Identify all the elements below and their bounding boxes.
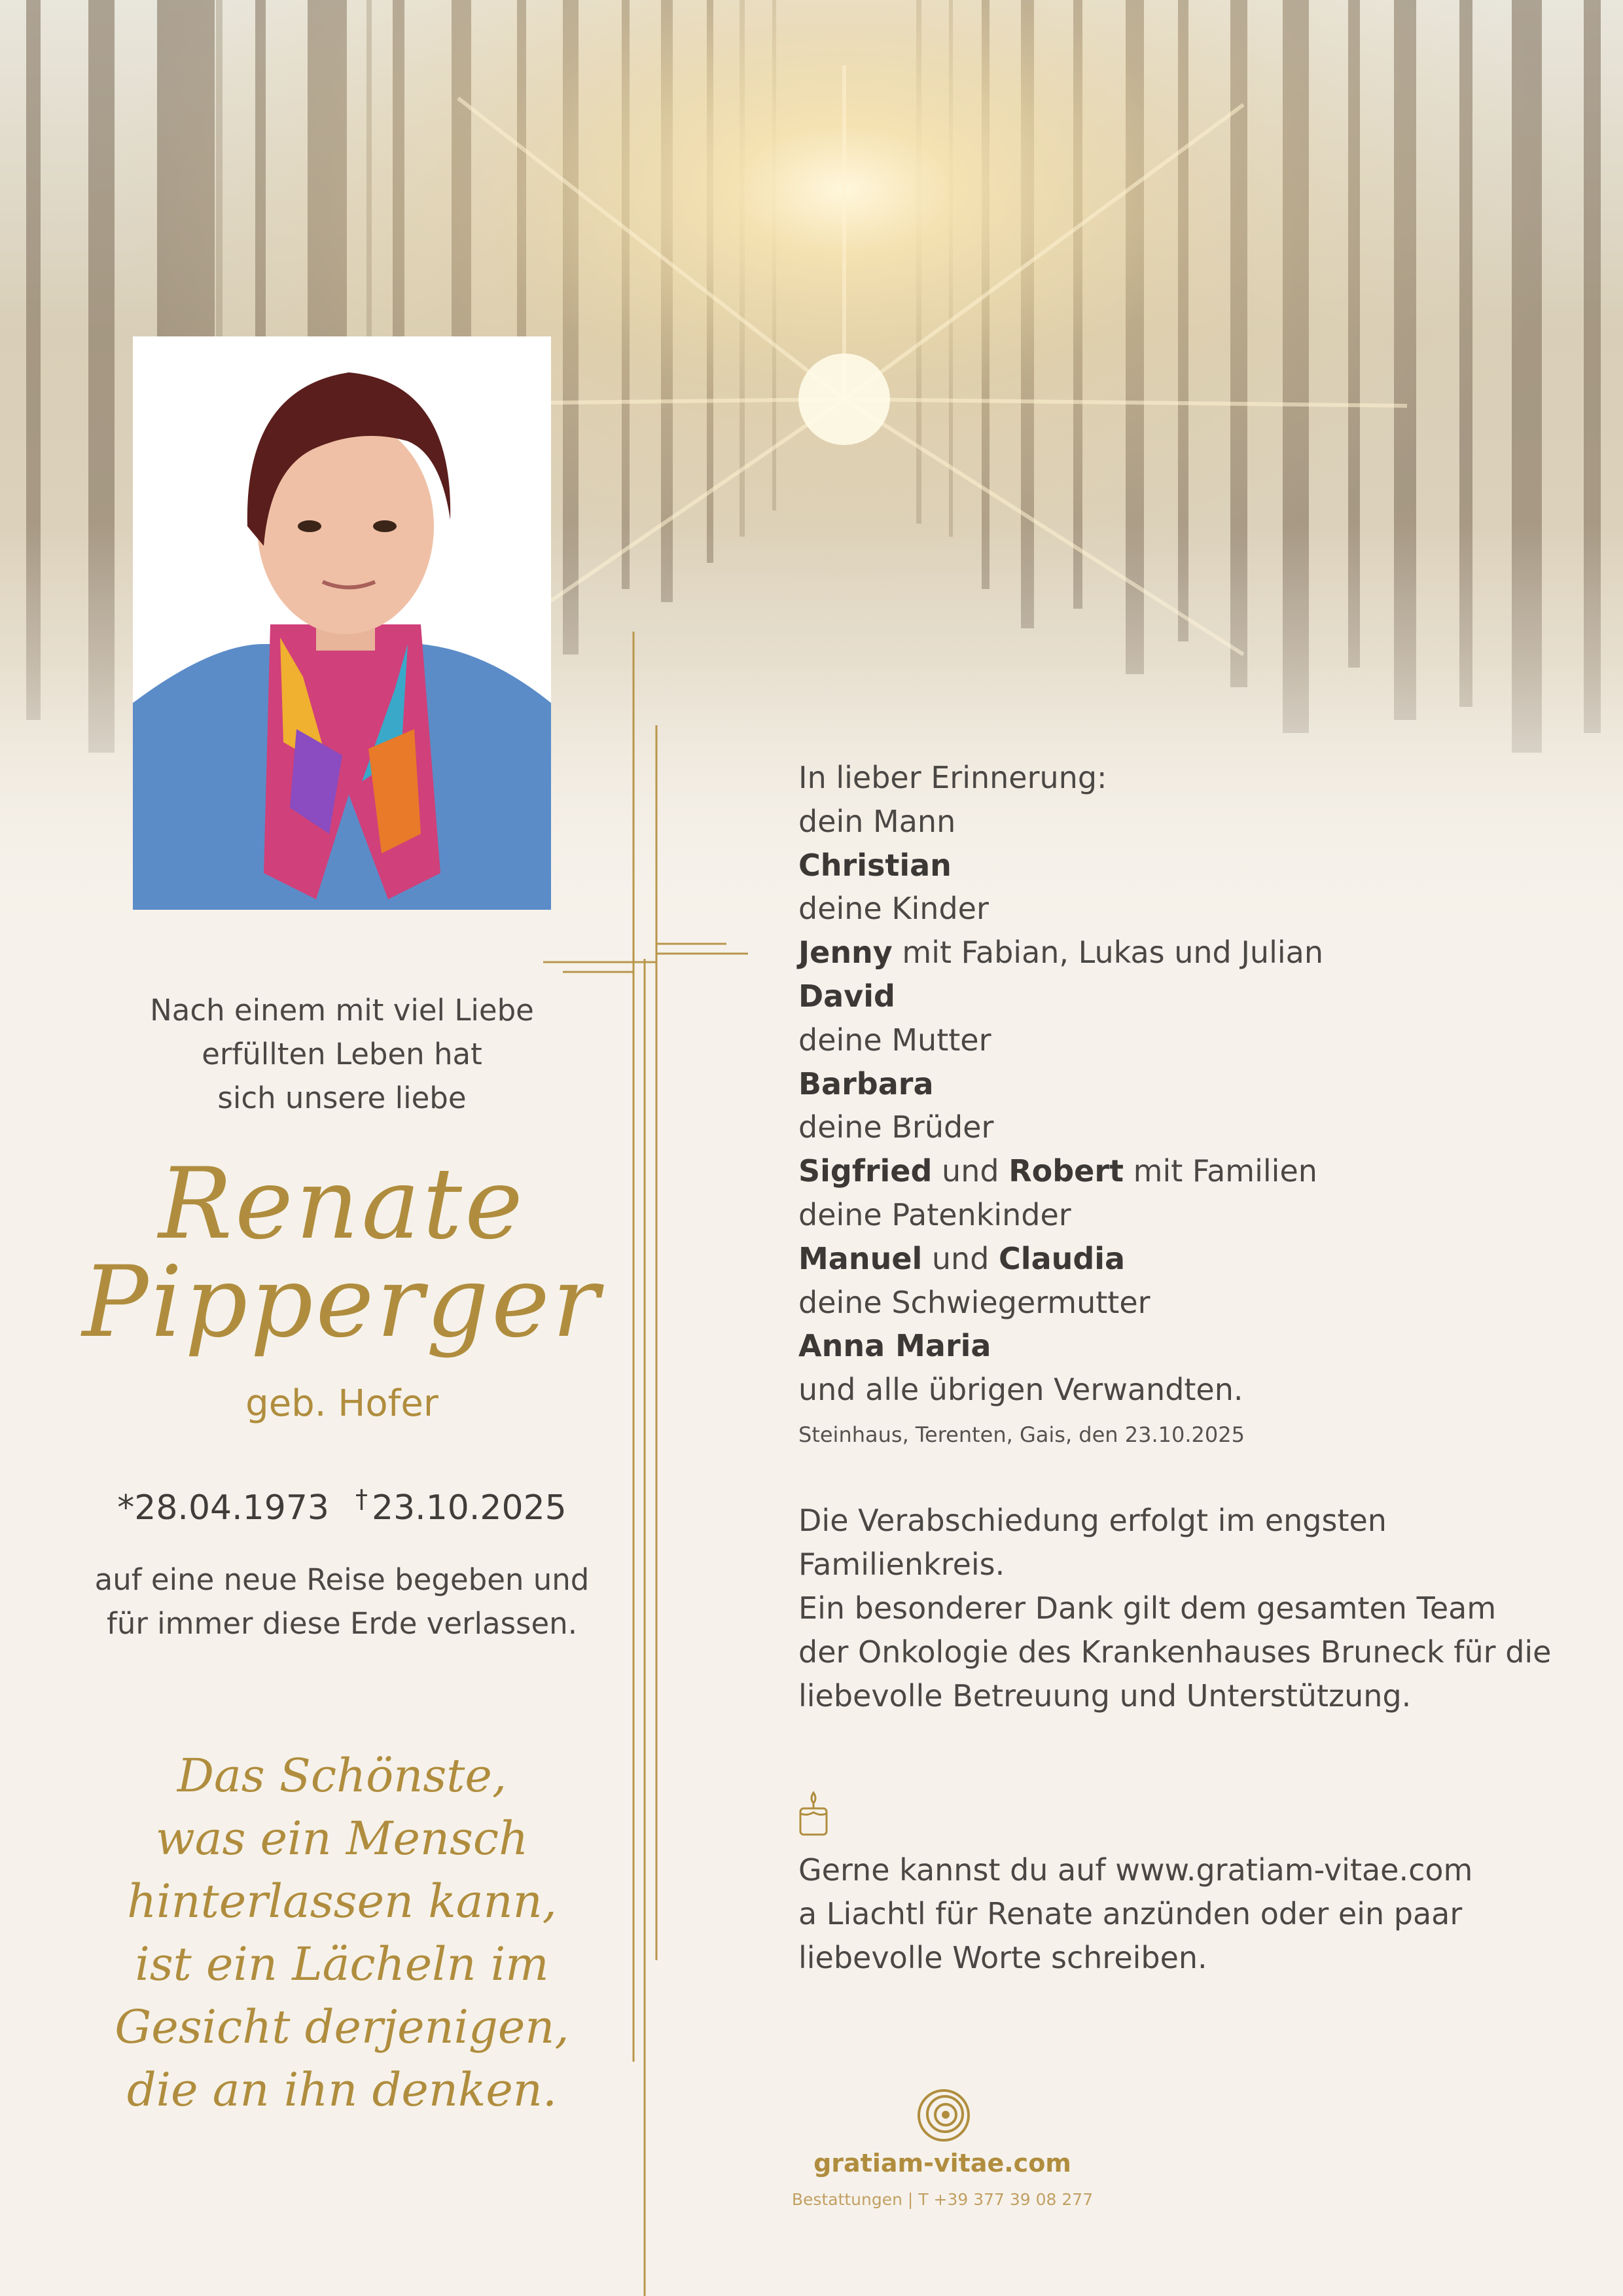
family-label: deine Mutter (798, 1022, 991, 1058)
family-name: Jenny (798, 935, 893, 971)
first-name: Renate (158, 1147, 526, 1261)
quote-line: was ein Mensch (155, 1812, 529, 1865)
quote-line: Das Schönste, (177, 1749, 507, 1803)
life-dates (39, 1476, 645, 1531)
family-suffix: mit Fabian, Lukas und Julian (892, 935, 1323, 971)
death-date: 23.10.2025 (372, 1488, 567, 1528)
quote-line: die an ihn denken. (126, 2063, 558, 2117)
farewell-notice: Die Verabschiedung erfolgt im engsten Familienkreis. (798, 1503, 1387, 1582)
family-label: deine Brüder (798, 1109, 994, 1145)
thanks-line: der Onkologie des Krankenhauses Bruneck für die (798, 1634, 1552, 1670)
family-label: dein Mann (798, 803, 956, 839)
family-name: Anna Maria (798, 1328, 991, 1364)
family-suffix: mit Familien (1124, 1153, 1317, 1189)
contact-info: Bestattungen | T +39 377 39 08 277 (791, 2190, 1094, 2209)
online-line: a Liachtl für Renate anzünden oder ein paar (798, 1895, 1463, 1931)
online-line: liebevolle Worte schreiben. (798, 1939, 1207, 1975)
family-label: deine Schwiegermutter (798, 1284, 1150, 1320)
thanks-notice (798, 1587, 1597, 1717)
death-cross-icon: † (355, 1484, 368, 1513)
after-line: für immer diese Erde verlassen. (106, 1606, 577, 1641)
thanks-line: Ein besonderer Dank gilt dem gesamten Team (798, 1590, 1497, 1626)
family-heading: In lieber Erinnerung: (798, 760, 1107, 795)
family-name: Robert (1008, 1153, 1124, 1189)
maiden-name: geb. Hofer (245, 1382, 438, 1425)
online-candle-notice (798, 1848, 1597, 1979)
last-name: Pipperger (82, 1246, 602, 1359)
quote-line: ist ein Lächeln im (135, 1937, 549, 1991)
brand-name: gratiam-vitae.com (813, 2149, 1071, 2178)
place-date: Steinhaus, Terenten, Gais, den 23.10.2025 (798, 1422, 1245, 1447)
family-name: Manuel (798, 1240, 923, 1276)
family-name: Barbara (798, 1066, 934, 1102)
after-line: auf eine neue Reise begeben und (94, 1562, 590, 1597)
spiral-logo-icon (916, 2088, 971, 2143)
after-text (39, 1558, 645, 1645)
family-list (798, 756, 1597, 1412)
quote-line: hinterlassen kann, (127, 1874, 557, 1928)
quote-line: Gesicht derjenigen, (115, 2000, 569, 2054)
family-label: deine Kinder (798, 891, 989, 927)
family-label: deine Patenkinder (798, 1196, 1071, 1232)
online-line: Gerne kannst du auf www.gratiam-vitae.com (798, 1852, 1473, 1888)
family-name: Sigfried (798, 1153, 933, 1189)
intro-line: Nach einem mit viel Liebe (150, 993, 534, 1028)
intro-line: erfüllten Leben hat (202, 1037, 482, 1071)
candle-icon (797, 1790, 830, 1837)
thanks-line: liebevolle Betreuung und Unterstützung. (798, 1677, 1412, 1713)
intro-line: sich unsere liebe (217, 1081, 467, 1115)
family-connector: und (932, 1153, 1009, 1189)
family-connector: und (922, 1240, 999, 1276)
family-name: Christian (798, 847, 952, 883)
birth-date: *28.04.1973 (117, 1488, 329, 1528)
family-name: David (798, 978, 895, 1014)
memorial-quote (39, 1744, 645, 2121)
intro-text (39, 988, 645, 1120)
family-name: Claudia (999, 1240, 1126, 1276)
portrait-photo (133, 336, 551, 910)
relatives-line: und alle übrigen Verwandten. (798, 1372, 1243, 1408)
